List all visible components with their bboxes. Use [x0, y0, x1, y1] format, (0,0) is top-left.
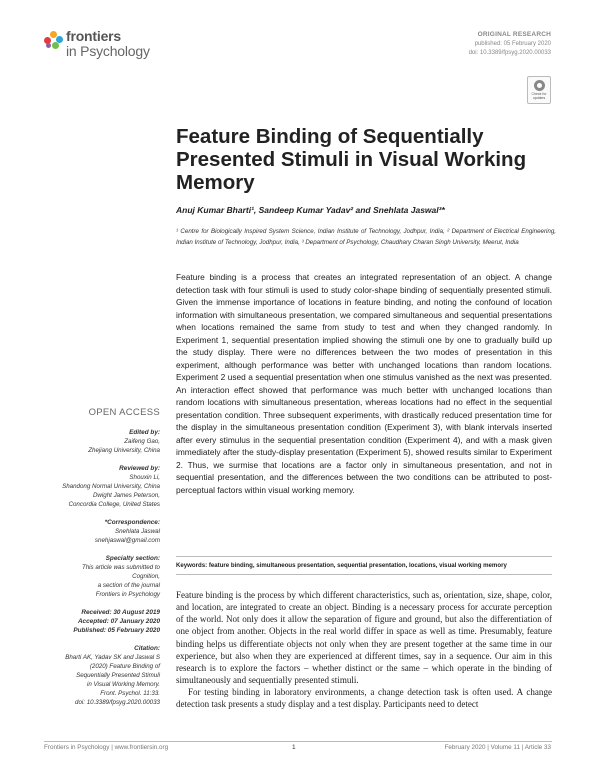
article-body — [176, 589, 552, 711]
reviewer-affiliation: Shandong Normal University, China — [62, 483, 160, 490]
doi-link[interactable]: doi: 10.3389/fpsyg.2020.00033 — [468, 50, 551, 56]
citation-text: in Visual Working Memory. — [86, 681, 160, 688]
correspondence-label: *Correspondence: — [104, 519, 160, 526]
reviewer-affiliation: Concordia College, United States — [68, 501, 160, 508]
journal-logo[interactable] — [44, 26, 164, 66]
check-updates-icon — [534, 80, 545, 91]
affiliations: ¹ Centre for Biologically Inspired System Science, Indian Institute of Technology, Jodhpur, India, ² Department of Electrical Engineering, Indian Institute of Technology, Jodhpur, India, ³ Department of Psychology, Chaudhary Charan Singh University, Meerut, India — [176, 228, 556, 246]
journal-name-line1: frontiers — [66, 28, 121, 44]
specialty-text: This article was submitted to — [81, 564, 160, 571]
open-access-label: OPEN ACCESS — [88, 407, 160, 418]
publication-date: published: 05 February 2020 — [474, 41, 551, 47]
footer-rule — [44, 741, 552, 742]
article-info-sidebar — [44, 407, 160, 707]
keywords-list: feature binding, simultaneous presentation, sequential presentation, locations, visual working memory — [208, 562, 507, 569]
footer-issue-info: February 2020 | Volume 11 | Article 33 — [444, 744, 551, 751]
citation-doi[interactable]: doi: 10.3389/fpsyg.2020.00033 — [75, 699, 160, 706]
citation-text: Front. Psychol. 11:33. — [100, 690, 160, 697]
specialty-text: a section of the journal — [97, 582, 160, 589]
citation-text: Bharti AK, Yadav SK and Jaswal S — [65, 654, 160, 661]
journal-name-line2: in Psychology — [66, 43, 150, 59]
specialty-section-label: Specialty section: — [105, 555, 160, 562]
corresponding-author: Snehlata Jaswal — [114, 528, 160, 535]
page-number: 1 — [292, 744, 296, 751]
citation-text: Sequentially Presented Stimuli — [76, 672, 160, 679]
article-title: Feature Binding of Sequentially Presented Stimuli in Visual Working Memory — [176, 125, 527, 194]
edited-by-label: Edited by: — [129, 429, 160, 436]
citation-text: (2020) Feature Binding of — [89, 663, 160, 670]
article-type: ORIGINAL RESEARCH — [477, 31, 551, 38]
editor-name: Zaifeng Gao, — [124, 438, 160, 445]
footer-journal-link[interactable]: Frontiers in Psychology | www.frontiersin.org — [44, 744, 169, 751]
body-paragraph: Feature binding is the process by which different characteristics, such as, orientation, size, shape, color, and location, are integrated to create an object. Binding is a necessary process for accurate perception of the world. Not only does it allow the separation of figure and ground, but also the differentiation of one object from another. Objects in the real world differ in space as well as time. Presumably, feature binding helps us differentiate objects not only when they are present together at the same time in our experience, but also when they are experienced at different times, say in a sequence. Our aim in this research is to explore the factors – whether distinct or the same – which operate in the binding of simultaneously and sequentially presented stimuli. — [176, 590, 552, 686]
frontiers-logo-icon — [44, 30, 66, 52]
accepted-date: Accepted: 07 January 2020 — [77, 618, 160, 625]
editor-affiliation: Zhejiang University, China — [88, 447, 160, 454]
abstract-divider — [176, 556, 552, 557]
specialty-text: Frontiers in Psychology — [95, 591, 160, 598]
corresponding-email[interactable]: snehjaswal@gmail.com — [94, 537, 160, 544]
body-paragraph: For testing binding in laboratory environments, a change detection task is often used. A change detection task presents a study display and a test display. Participants need to detect — [176, 687, 552, 710]
check-for-updates-badge[interactable] — [527, 76, 551, 104]
abstract: Feature binding is a process that creates an integrated representation of an object. A change detection task with four stimuli is used to study color-shape binding of sequentially presented stimuli. Given the immense importance of locations in feature binding, and noting the confound of location information with simultaneous presentation, we compared simultaneous and sequential presentations when locations remained the same from study to test and when they changed randomly. In Experiment 1, sequential presentation implied showing the stimuli one by one to gradually build up the study display. There were no differences between the two modes of presentation in this experiment, although performance was better with unchanged locations than random locations. Experiment 2 used a sequential presentation when one stimulus vanished as the next was presented. An interaction effect showed that performance was much better with unchanged locations than random locations with simultaneous presentation, whereas locations had no effect in the sequential presentation condition. Three subsequent experiments, with drastically reduced presentation time for the display in the simultaneous presentation condition (Experiment 3), with blank intervals inserted after every stimulus in the sequential presentation condition (Experiment 4), and with a mask given immediately after the study-display presentation (Experiment 5), showed results similar to Experiment 2. Thus, we surmise that locations are a factor only in simultaneous presentation, and not in sequential presentation, and the differences between the two conditions can be attributed to post-perceptual factors within visual working memory. — [176, 272, 552, 495]
reviewed-by-label: Reviewed by: — [119, 465, 160, 472]
published-date: Published: 05 February 2020 — [73, 627, 160, 634]
keywords-divider — [176, 574, 552, 575]
specialty-text: Cognition, — [132, 573, 160, 580]
badge-line2: updates — [532, 96, 546, 100]
reviewer-name: Shouxin Li, — [129, 474, 160, 481]
reviewer-name: Dwight James Peterson, — [92, 492, 160, 499]
keywords — [176, 562, 552, 569]
received-date: Received: 30 August 2019 — [81, 609, 160, 616]
citation-label: Citation: — [134, 645, 160, 652]
badge-line1: Check for — [531, 92, 547, 96]
author-list: Anuj Kumar Bharti¹, Sandeep Kumar Yadav² and Snehlata Jaswal³* — [176, 205, 445, 215]
keywords-label: Keywords: — [176, 562, 208, 569]
